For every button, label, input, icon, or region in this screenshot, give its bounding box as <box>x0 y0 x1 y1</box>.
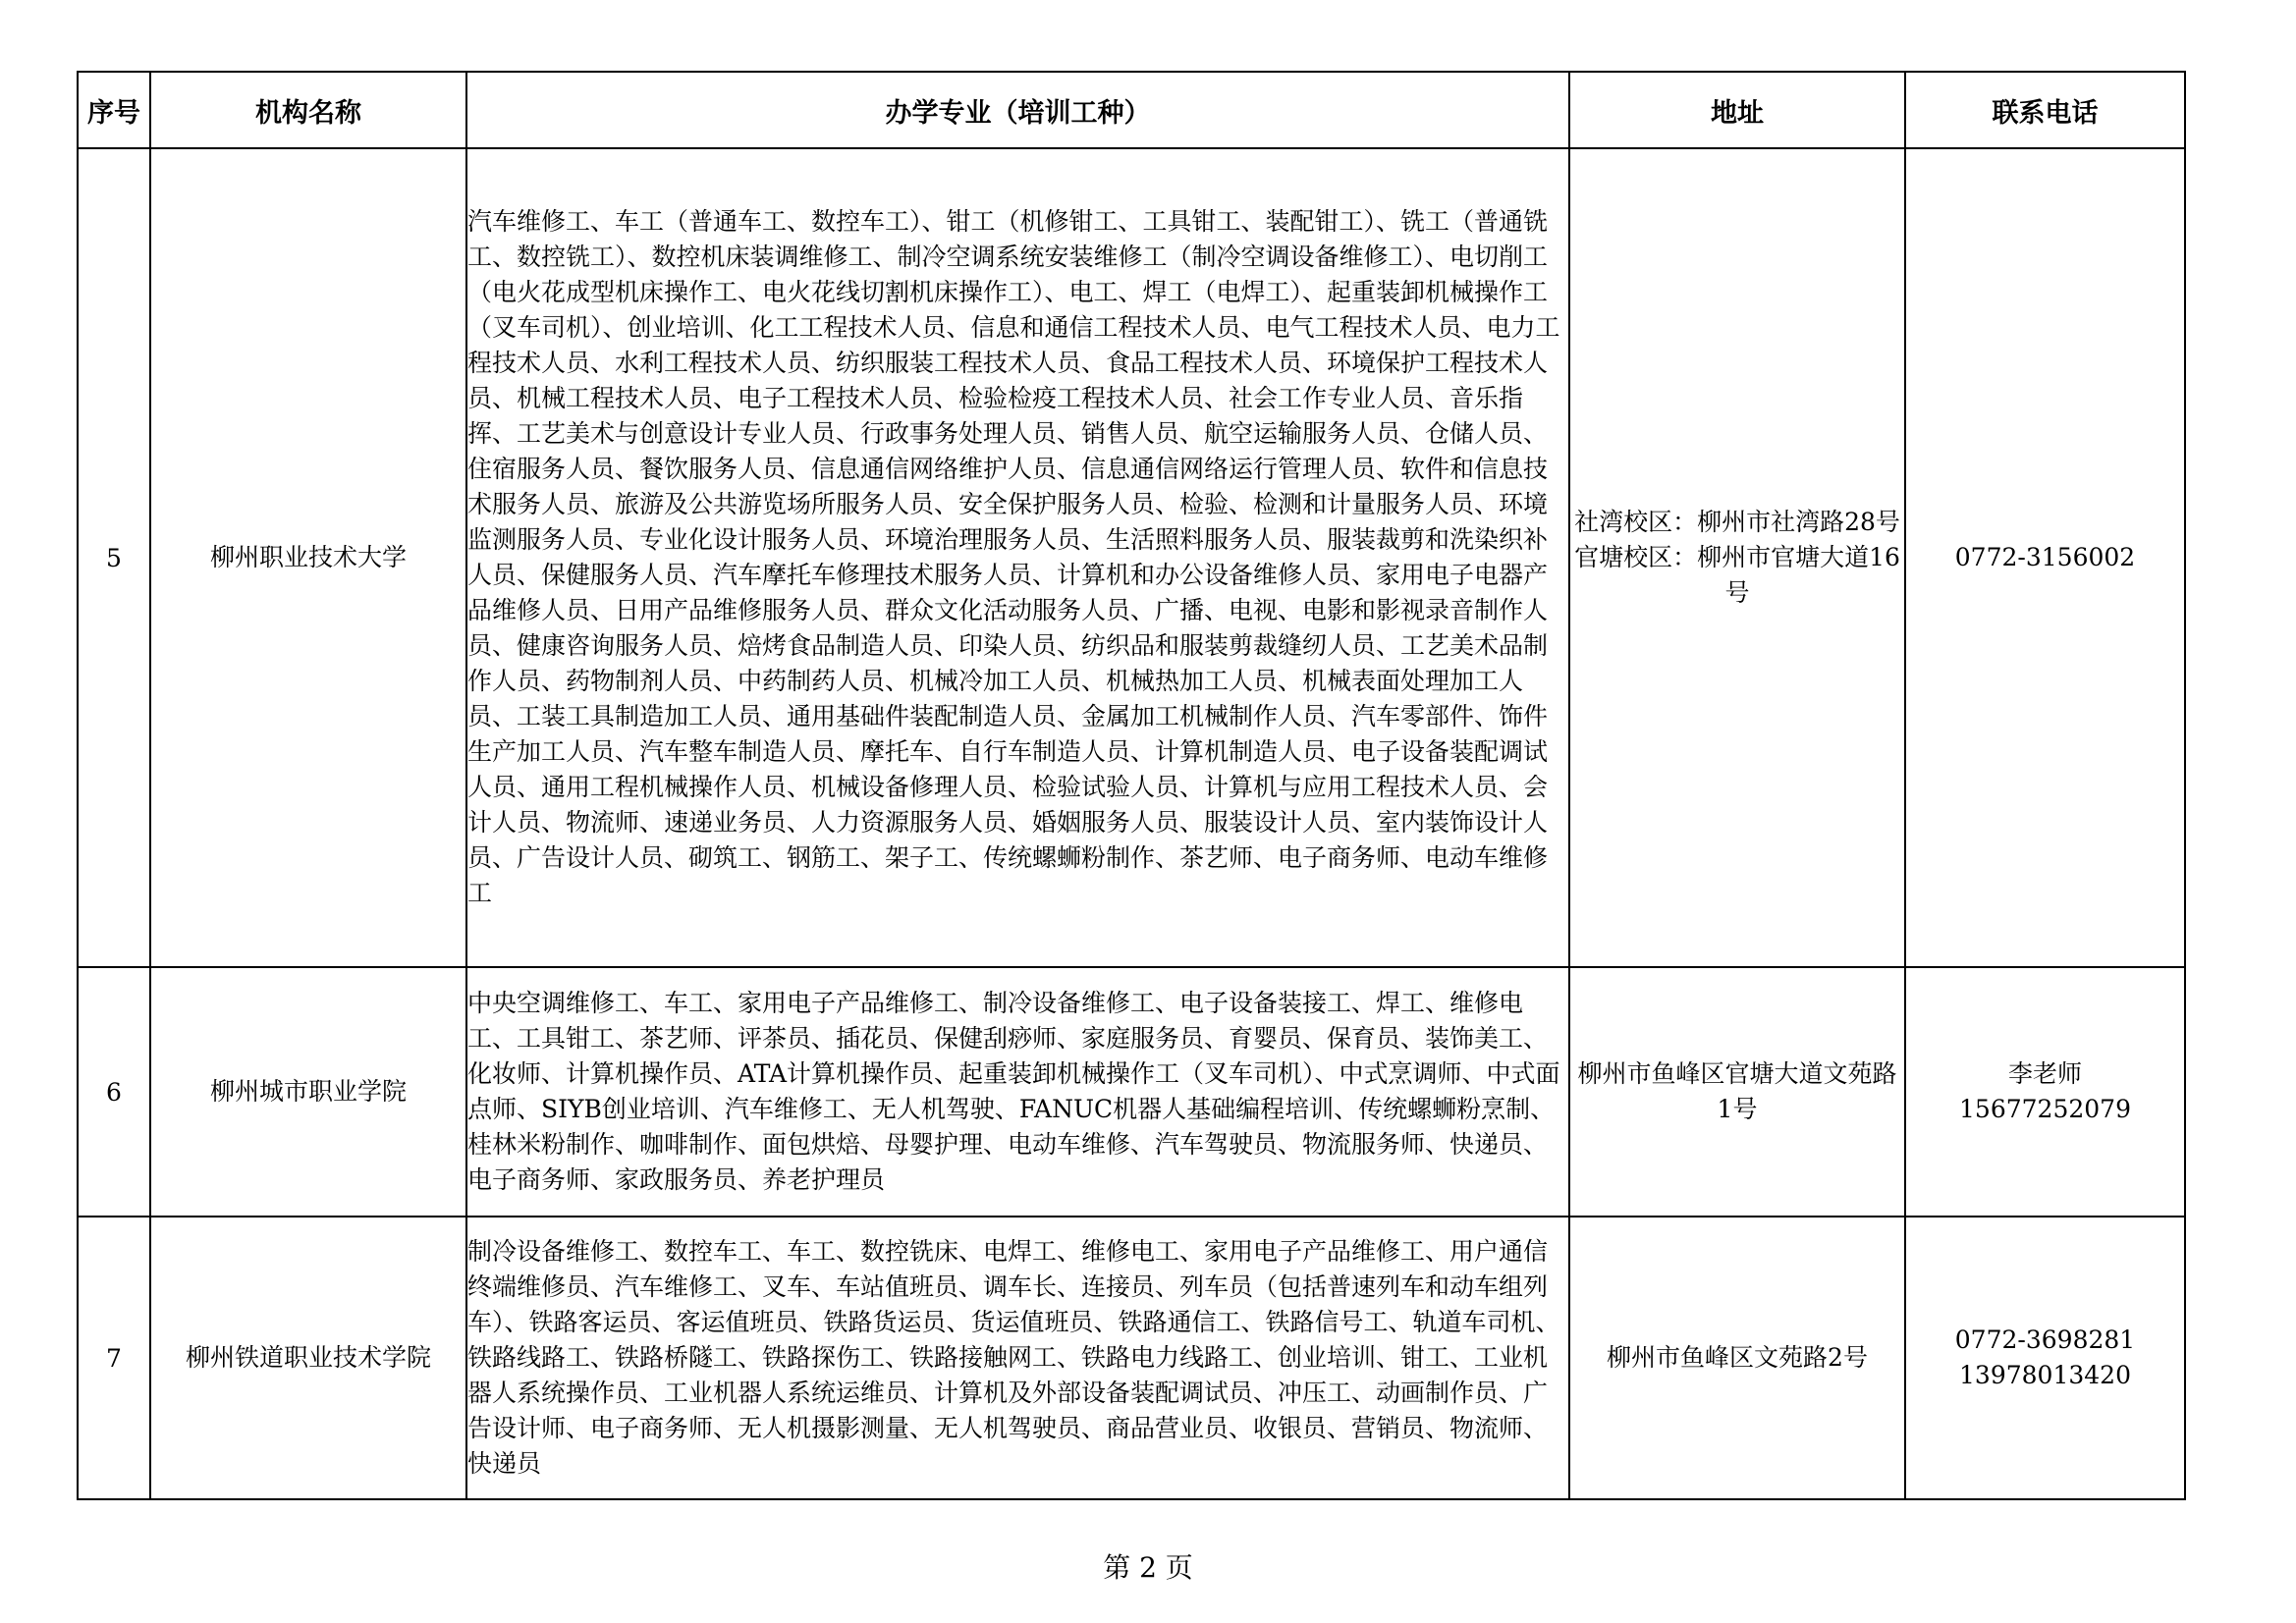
table-row <box>78 967 2185 1217</box>
table-row <box>78 148 2185 967</box>
contact-phone <box>1905 1217 2185 1499</box>
header-major: 办学专业（培训工种） <box>466 72 1569 148</box>
page-number: 第 2 页 <box>1103 1551 1193 1584</box>
contact-phone <box>1905 148 2185 967</box>
training-institutions-table <box>77 71 2186 1500</box>
header-name: 机构名称 <box>150 72 466 148</box>
institution-address <box>1569 148 1905 967</box>
header-address: 地址 <box>1569 72 1905 148</box>
table-header-row <box>78 72 2185 148</box>
header-phone: 联系电话 <box>1905 72 2185 148</box>
institution-name: 柳州铁道职业技术学院 <box>150 1217 466 1499</box>
row-no: 7 <box>78 1217 150 1499</box>
table-row <box>78 1217 2185 1499</box>
header-no: 序号 <box>78 72 150 148</box>
phone-line: 0772-3156002 <box>1954 543 2136 571</box>
address-line: 柳州市鱼峰区文苑路2号 <box>1607 1343 1868 1372</box>
address-line: 柳州市鱼峰区官塘大道文苑路1号 <box>1577 1059 1897 1123</box>
institution-name: 柳州职业技术大学 <box>150 148 466 967</box>
training-majors: 中央空调维修工、车工、家用电子产品维修工、制冷设备维修工、电子设备装接工、焊工、维修电工、工具钳工、茶艺师、评茶员、插花员、保健刮痧师、家庭服务员、育婴员、保育员、装饰美工、化妆师、计算机操作员、ATA计算机操作员、起重装卸机械操作工（叉车司机）、中式烹调师、中式面点师、SIYB创业培训、汽车维修工、无人机驾驶、FANUC机器人基础编程培训、传统螺蛳粉烹制、桂林米粉制作、咖啡制作、面包烘焙、母婴护理、电动车维修、汽车驾驶员、物流服务师、快递员、电子商务师、家政服务员、养老护理员 <box>466 967 1569 1217</box>
phone-line: 0772-3698281 <box>1954 1325 2136 1354</box>
address-line: 官塘校区：柳州市官塘大道16号 <box>1574 543 1900 607</box>
phone-line: 13978013420 <box>1959 1361 2131 1389</box>
institution-address <box>1569 1217 1905 1499</box>
contact-person: 李老师 <box>2007 1059 2082 1088</box>
institution-address <box>1569 967 1905 1217</box>
phone-line: 15677252079 <box>1959 1095 2131 1123</box>
training-majors: 制冷设备维修工、数控车工、车工、数控铣床、电焊工、维修电工、家用电子产品维修工、用户通信终端维修员、汽车维修工、叉车、车站值班员、调车长、连接员、列车员（包括普速列车和动车组列车）、铁路客运员、客运值班员、铁路货运员、货运值班员、铁路通信工、铁路信号工、轨道车司机、铁路线路工、铁路桥隧工、铁路探伤工、铁路接触网工、铁路电力线路工、创业培训、钳工、工业机器人系统操作员、工业机器人系统运维员、计算机及外部设备装配调试员、冲压工、动画制作员、广告设计师、电子商务师、无人机摄影测量、无人机驾驶员、商品营业员、收银员、营销员、物流师、快递员 <box>466 1217 1569 1499</box>
row-no: 5 <box>78 148 150 967</box>
row-no: 6 <box>78 967 150 1217</box>
training-majors: 汽车维修工、车工（普通车工、数控车工）、钳工（机修钳工、工具钳工、装配钳工）、铣工（普通铣工、数控铣工）、数控机床装调维修工、制冷空调系统安装维修工（制冷空调设备维修工）、电切削工（电火花成型机床操作工、电火花线切割机床操作工）、电工、焊工（电焊工）、起重装卸机械操作工（叉车司机）、创业培训、化工工程技术人员、信息和通信工程技术人员、电气工程技术人员、电力工程技术人员、水利工程技术人员、纺织服装工程技术人员、食品工程技术人员、环境保护工程技术人员、机械工程技术人员、电子工程技术人员、检验检疫工程技术人员、社会工作专业人员、音乐指挥、工艺美术与创意设计专业人员、行政事务处理人员、销售人员、航空运输服务人员、仓储人员、住宿服务人员、餐饮服务人员、信息通信网络维护人员、信息通信网络运行管理人员、软件和信息技术服务人员、旅游及公共游览场所服务人员、安全保护服务人员、检验、检测和计量服务人员、环境监测服务人员、专业化设计服务人员、环境治理服务人员、生活照料服务人员、服装裁剪和洗染织补人员、保健服务人员、汽车摩托车修理技术服务人员、计算机和办公设备维修人员、家用电子电器产品维修人员、日用产品维修服务人员、群众文化活动服务人员、广播、电视、电影和影视录音制作人员、健康咨询服务人员、焙烤食品制造人员、印染人员、纺织品和服装剪裁缝纫人员、工艺美术品制作人员、药物制剂人员、中药制药人员、机械冷加工人员、机械热加工人员、机械表面处理加工人员、工装工具制造加工人员、通用基础件装配制造人员、金属加工机械制作人员、汽车零部件、饰件生产加工人员、汽车整车制造人员、摩托车、自行车制造人员、计算机制造人员、电子设备装配调试人员、通用工程机械操作人员、机械设备修理人员、检验试验人员、计算机与应用工程技术人员、会计人员、物流师、速递业务员、人力资源服务人员、婚姻服务人员、服装设计人员、室内装饰设计人员、广告设计人员、砌筑工、钢筋工、架子工、传统螺蛳粉制作、茶艺师、电子商务师、电动车维修工 <box>466 148 1569 967</box>
address-line: 社湾校区：柳州市社湾路28号 <box>1574 508 1900 536</box>
contact-phone <box>1905 967 2185 1217</box>
institution-name: 柳州城市职业学院 <box>150 967 466 1217</box>
